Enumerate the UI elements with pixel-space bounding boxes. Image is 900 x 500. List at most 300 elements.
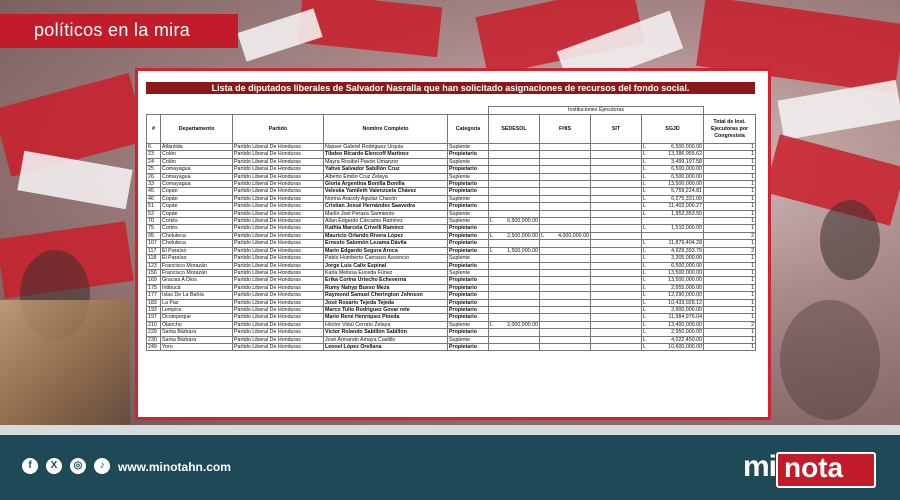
- cell-sit: [591, 306, 642, 313]
- amount: 2,000,000.00: [507, 321, 538, 328]
- cell-sit: [591, 151, 642, 158]
- cell-sit: [591, 269, 642, 276]
- currency-symbol: L: [643, 240, 646, 247]
- amount: 13,500,000.00: [668, 277, 703, 284]
- table-row: [147, 299, 756, 306]
- cell-cat: Propietario: [448, 343, 489, 350]
- table-row: [147, 336, 756, 343]
- cell-sit: [591, 247, 642, 254]
- cell-total: 1: [704, 292, 756, 299]
- cell-n: 193: [147, 306, 161, 313]
- cell-sit: [591, 210, 642, 217]
- cell-par: Partido Liberal De Honduras: [233, 284, 324, 291]
- currency-symbol: L: [643, 262, 646, 269]
- currency-symbol: L: [643, 277, 646, 284]
- cell-sit: [591, 240, 642, 247]
- amount: 11,984,976.04: [668, 314, 703, 321]
- cell-dep: Ocotepeque: [161, 314, 233, 321]
- cell-sedesol: [489, 158, 540, 165]
- cell-fhis: [540, 277, 591, 284]
- cell-cat: Suplente: [448, 269, 489, 276]
- currency-symbol: L: [643, 329, 646, 336]
- cell-sedesol: [489, 247, 540, 254]
- cell-total: 1: [704, 195, 756, 202]
- cell-dep: Gracias A Dios: [161, 277, 233, 284]
- cell-total: 1: [704, 255, 756, 262]
- cell-fhis: [540, 210, 591, 217]
- cell-nom: Yahvé Salvador Sabillón Cruz: [324, 166, 448, 173]
- cell-sgjd: [642, 240, 704, 247]
- table-row: [147, 329, 756, 336]
- cell-dep: El Paraíso: [161, 255, 233, 262]
- cell-fhis: [540, 181, 591, 188]
- cell-nom: Marco Tulio Rodriguez Govar rete: [324, 306, 448, 313]
- cell-nom: Jorge Luis Calix Espinal: [324, 262, 448, 269]
- cell-fhis: [540, 173, 591, 180]
- cell-sgjd: [642, 329, 704, 336]
- cell-nom: Ernesto Salomón Lezama Dávila: [324, 240, 448, 247]
- amount: 11,403,000.27: [668, 203, 703, 210]
- table-row: [147, 321, 756, 328]
- cell-sedesol: [489, 343, 540, 350]
- cell-sgjd: [642, 269, 704, 276]
- header-number: #: [147, 115, 161, 144]
- amount: 4,929,393.79: [671, 247, 703, 254]
- table-row: [147, 188, 756, 195]
- cell-n: 24: [147, 158, 161, 165]
- currency-symbol: L: [643, 173, 646, 180]
- cell-par: Partido Liberal De Honduras: [233, 306, 324, 313]
- amount: 12,290,000.00: [668, 292, 703, 299]
- cell-nom: Kathia Marcela Crivelli Ramírez: [324, 225, 448, 232]
- cell-sgjd: [642, 255, 704, 262]
- x-icon[interactable]: X: [46, 458, 62, 474]
- cell-total: 1: [704, 218, 756, 225]
- table-row: [147, 240, 756, 247]
- currency-symbol: L: [490, 232, 493, 239]
- cell-sit: [591, 255, 642, 262]
- cell-cat: Propietario: [448, 232, 489, 239]
- cell-nom: Erika Corina Urtecho Echeverría: [324, 277, 448, 284]
- cell-dep: Cortés: [161, 225, 233, 232]
- cell-sit: [591, 262, 642, 269]
- cell-dep: Colón: [161, 151, 233, 158]
- cell-nom: Víctor Rolando Sabillón Sabillón: [324, 329, 448, 336]
- group-header: Instituciones Ejecutoras: [489, 107, 704, 115]
- cell-cat: Propietario: [448, 292, 489, 299]
- cell-par: Partido Liberal De Honduras: [233, 188, 324, 195]
- cell-sgjd: [642, 321, 704, 328]
- table-row: [147, 262, 756, 269]
- cell-total: 2: [704, 247, 756, 254]
- cell-sit: [591, 181, 642, 188]
- table-row: [147, 343, 756, 350]
- amount: 13,500,000.00: [668, 269, 703, 276]
- header-category: Categoria: [448, 115, 489, 144]
- cell-fhis: [540, 188, 591, 195]
- cell-fhis: [540, 292, 591, 299]
- cell-total: 1: [704, 336, 756, 343]
- amount: 5,759,224.81: [671, 188, 703, 195]
- cell-total: 1: [704, 225, 756, 232]
- currency-symbol: L: [643, 299, 646, 306]
- cell-par: Partido Liberal De Honduras: [233, 314, 324, 321]
- cell-n: 51: [147, 203, 161, 210]
- cell-n: 117: [147, 247, 161, 254]
- cell-nom: Veleska Yamileth Valenzuela Chávez: [324, 188, 448, 195]
- cell-cat: Propietario: [448, 299, 489, 306]
- cell-sit: [591, 284, 642, 291]
- cell-sit: [591, 314, 642, 321]
- cell-par: Partido Liberal De Honduras: [233, 195, 324, 202]
- instagram-icon[interactable]: ◎: [70, 458, 86, 474]
- cell-cat: Suplente: [448, 158, 489, 165]
- cell-par: Partido Liberal De Honduras: [233, 321, 324, 328]
- cell-nom: Cristian Josué Hernández Saavedra: [324, 203, 448, 210]
- currency-symbol: L: [643, 284, 646, 291]
- cell-fhis: [540, 247, 591, 254]
- amount: 6,275,331.00: [671, 195, 703, 202]
- cell-sgjd: [642, 299, 704, 306]
- header-sit: SIT: [591, 115, 642, 144]
- cell-dep: Islas De La Bahía: [161, 292, 233, 299]
- cell-cat: Propietario: [448, 329, 489, 336]
- cell-nom: José Armando Amaya Castillo: [324, 336, 448, 343]
- cell-cat: Suplente: [448, 218, 489, 225]
- table-row: [147, 158, 756, 165]
- cell-sedesol: [489, 232, 540, 239]
- cell-total: 2: [704, 321, 756, 328]
- cell-par: Partido Liberal De Honduras: [233, 329, 324, 336]
- currency-symbol: L: [643, 255, 646, 262]
- table-row: [147, 314, 756, 321]
- cell-cat: Propietario: [448, 306, 489, 313]
- cell-par: Partido Liberal De Honduras: [233, 255, 324, 262]
- cell-sedesol: [489, 255, 540, 262]
- cell-dep: Santa Bárbara: [161, 336, 233, 343]
- cell-sgjd: [642, 277, 704, 284]
- cell-dep: Atlántida: [161, 144, 233, 151]
- cell-nom: Mario Edgardo Segura Aroca: [324, 247, 448, 254]
- cell-dep: El Paraíso: [161, 247, 233, 254]
- cell-fhis: [540, 306, 591, 313]
- cell-fhis: [540, 269, 591, 276]
- cell-total: 1: [704, 188, 756, 195]
- cell-sedesol: [489, 277, 540, 284]
- cell-dep: Copán: [161, 195, 233, 202]
- cell-sedesol: [489, 188, 540, 195]
- amount: 2,955,000.00: [671, 284, 703, 291]
- cell-nom: Marlin Joel Peraza Sarmiento: [324, 210, 448, 217]
- cell-n: 175: [147, 284, 161, 291]
- cell-par: Partido Liberal De Honduras: [233, 343, 324, 350]
- cell-par: Partido Liberal De Honduras: [233, 173, 324, 180]
- cell-par: Partido Liberal De Honduras: [233, 299, 324, 306]
- cell-total: 1: [704, 151, 756, 158]
- cell-dep: Comayagua: [161, 181, 233, 188]
- amount: 4,022,450.00: [671, 336, 703, 343]
- cell-sit: [591, 321, 642, 328]
- cell-sit: [591, 299, 642, 306]
- cell-n: 123: [147, 262, 161, 269]
- cell-sgjd: [642, 232, 704, 239]
- cell-sit: [591, 225, 642, 232]
- cell-dep: Yoro: [161, 343, 233, 350]
- amount: 1,952,353.50: [671, 210, 703, 217]
- cell-total: 1: [704, 277, 756, 284]
- currency-symbol: L: [643, 188, 646, 195]
- amount: 13,386,955.62: [668, 151, 703, 158]
- cell-dep: Lempira: [161, 306, 233, 313]
- cell-n: 33: [147, 181, 161, 188]
- currency-symbol: L: [643, 144, 646, 150]
- cell-n: 45: [147, 188, 161, 195]
- header-total: Total de Inst. Ejecutoras por Congresista: [704, 115, 756, 144]
- amount: 13,400,000.00: [668, 321, 703, 328]
- cell-sedesol: [489, 292, 540, 299]
- cell-sit: [591, 292, 642, 299]
- cell-total: 1: [704, 158, 756, 165]
- cell-total: 1: [704, 240, 756, 247]
- amount: 3,305,000.00: [671, 255, 703, 262]
- cell-cat: Propietario: [448, 188, 489, 195]
- table-row: [147, 173, 756, 180]
- amount: 3,499,197.58: [671, 158, 703, 165]
- cell-sgjd: [642, 151, 704, 158]
- cell-par: Partido Liberal De Honduras: [233, 144, 324, 151]
- cell-sit: [591, 188, 642, 195]
- cell-par: Partido Liberal De Honduras: [233, 336, 324, 343]
- footer-divider: [0, 425, 900, 435]
- currency-symbol: L: [541, 232, 544, 239]
- cell-total: 2: [704, 232, 756, 239]
- amount: 6,500,000.00: [671, 166, 703, 173]
- cell-cat: Propietario: [448, 203, 489, 210]
- table-row: [147, 144, 756, 151]
- cell-par: Partido Liberal De Honduras: [233, 203, 324, 210]
- cell-n: 107: [147, 240, 161, 247]
- cell-n: 25: [147, 166, 161, 173]
- table-row: [147, 225, 756, 232]
- cell-sedesol: [489, 336, 540, 343]
- cell-fhis: [540, 144, 591, 151]
- cell-dep: Copán: [161, 210, 233, 217]
- cell-par: Partido Liberal De Honduras: [233, 218, 324, 225]
- cell-sgjd: [642, 181, 704, 188]
- cell-n: 169: [147, 277, 161, 284]
- cell-sedesol: [489, 210, 540, 217]
- cell-sedesol: [489, 151, 540, 158]
- cell-par: Partido Liberal De Honduras: [233, 166, 324, 173]
- cell-sit: [591, 218, 642, 225]
- cell-total: 1: [704, 343, 756, 350]
- cell-fhis: [540, 158, 591, 165]
- amount: 6,500,000.00: [507, 218, 538, 225]
- currency-symbol: L: [643, 158, 646, 165]
- cell-nom: Leonel López Orellana: [324, 343, 448, 350]
- currency-symbol: L: [490, 218, 493, 225]
- cell-dep: Comayagua: [161, 166, 233, 173]
- cell-dep: Santa Bárbara: [161, 329, 233, 336]
- table-row: [147, 247, 756, 254]
- cell-sit: [591, 158, 642, 165]
- cell-sgjd: [642, 262, 704, 269]
- table-row: [147, 218, 756, 225]
- cell-par: Partido Liberal De Honduras: [233, 240, 324, 247]
- cell-n: 183: [147, 299, 161, 306]
- website-link[interactable]: www.minotahn.com: [118, 460, 231, 474]
- amount: 6,500,000.00: [671, 262, 703, 269]
- cell-sit: [591, 336, 642, 343]
- cell-dep: La Paz: [161, 299, 233, 306]
- currency-symbol: L: [643, 195, 646, 202]
- cell-fhis: [540, 151, 591, 158]
- cell-sit: [591, 232, 642, 239]
- cell-sit: [591, 277, 642, 284]
- cell-n: 70: [147, 218, 161, 225]
- cell-dep: Cortés: [161, 218, 233, 225]
- cell-n: 46: [147, 195, 161, 202]
- cell-cat: Propietario: [448, 166, 489, 173]
- cell-n: 75: [147, 225, 161, 232]
- cell-cat: Suplente: [448, 195, 489, 202]
- cell-cat: Propietario: [448, 247, 489, 254]
- cell-sit: [591, 329, 642, 336]
- currency-symbol: L: [643, 292, 646, 299]
- cell-par: Partido Liberal De Honduras: [233, 277, 324, 284]
- cell-nom: Raymond Samuel Cherington Johnson: [324, 292, 448, 299]
- cell-fhis: [540, 314, 591, 321]
- cell-fhis: [540, 225, 591, 232]
- cell-n: 52: [147, 210, 161, 217]
- cell-dep: Choluteca: [161, 240, 233, 247]
- tiktok-icon[interactable]: ♪: [94, 458, 110, 474]
- cell-sedesol: [489, 218, 540, 225]
- cell-sgjd: [642, 158, 704, 165]
- cell-n: 23: [147, 151, 161, 158]
- cell-cat: Propietario: [448, 314, 489, 321]
- cell-fhis: [540, 255, 591, 262]
- table-row: [147, 181, 756, 188]
- amount: 2,950,000.00: [671, 329, 703, 336]
- cell-dep: Intibucá: [161, 284, 233, 291]
- cell-fhis: [540, 329, 591, 336]
- cell-cat: Suplente: [448, 321, 489, 328]
- cell-cat: Propietario: [448, 240, 489, 247]
- cell-cat: Propietario: [448, 262, 489, 269]
- cell-fhis: [540, 284, 591, 291]
- cell-par: Partido Liberal De Honduras: [233, 247, 324, 254]
- cell-sgjd: [642, 284, 704, 291]
- cell-sedesol: [489, 166, 540, 173]
- cell-nom: Rumy Nahyp Bueso Meza: [324, 284, 448, 291]
- cell-par: Partido Liberal De Honduras: [233, 181, 324, 188]
- cell-nom: Pablo Humberto Carrasco Ascencio: [324, 255, 448, 262]
- cell-sgjd: [642, 166, 704, 173]
- cell-nom: José Rosario Tejeda Tejeda: [324, 299, 448, 306]
- cell-sit: [591, 144, 642, 151]
- cell-dep: Copán: [161, 203, 233, 210]
- cell-sgjd: [642, 292, 704, 299]
- cell-cat: Suplente: [448, 173, 489, 180]
- amount: 10,433,928.12: [668, 299, 703, 306]
- cell-sgjd: [642, 247, 704, 254]
- facebook-icon[interactable]: f: [22, 458, 38, 474]
- section-banner: [0, 14, 238, 48]
- cell-n: 230: [147, 336, 161, 343]
- cell-total: 1: [704, 269, 756, 276]
- cell-total: 1: [704, 144, 756, 151]
- cell-fhis: [540, 336, 591, 343]
- cell-cat: Suplente: [448, 210, 489, 217]
- cell-sgjd: [642, 218, 704, 225]
- cell-par: Partido Liberal De Honduras: [233, 269, 324, 276]
- cell-nom: Mayra Rosibel Pavón Umanzor: [324, 158, 448, 165]
- cell-sit: [591, 343, 642, 350]
- cell-dep: Olancho: [161, 321, 233, 328]
- cell-sedesol: [489, 321, 540, 328]
- currency-symbol: L: [643, 314, 646, 321]
- amount: 6,500,000.00: [671, 144, 703, 150]
- cell-sedesol: [489, 181, 540, 188]
- cell-fhis: [540, 195, 591, 202]
- header-sgjd: SGJD: [642, 115, 704, 144]
- cell-total: 1: [704, 203, 756, 210]
- cell-total: 1: [704, 210, 756, 217]
- cell-dep: Francisco Morazán: [161, 262, 233, 269]
- amount: 10,600,000.00: [668, 343, 703, 350]
- cell-dep: Francisco Morazán: [161, 269, 233, 276]
- cell-total: 1: [704, 262, 756, 269]
- money-bills-image: [0, 300, 130, 425]
- cell-nom: Alberto Emilio Cruz Zelaya: [324, 173, 448, 180]
- table-row: [147, 269, 756, 276]
- currency-symbol: L: [643, 269, 646, 276]
- cell-sit: [591, 203, 642, 210]
- cell-sedesol: [489, 299, 540, 306]
- cell-n: 197: [147, 314, 161, 321]
- currency-symbol: L: [490, 247, 493, 254]
- cell-cat: Suplente: [448, 255, 489, 262]
- currency-symbol: L: [643, 336, 646, 343]
- currency-symbol: L: [643, 210, 646, 217]
- cell-sedesol: [489, 144, 540, 151]
- cell-n: 156: [147, 269, 161, 276]
- cell-dep: Choluteca: [161, 232, 233, 239]
- amount: 2,900,000.00: [671, 306, 703, 313]
- header-party: Partido: [233, 115, 324, 144]
- cell-sedesol: [489, 269, 540, 276]
- cell-cat: Suplente: [448, 336, 489, 343]
- cell-fhis: [540, 232, 591, 239]
- cell-par: Partido Liberal De Honduras: [233, 232, 324, 239]
- cell-sedesol: [489, 225, 540, 232]
- cell-n: 249: [147, 343, 161, 350]
- amount: 1,510,000.00: [671, 225, 703, 232]
- cell-dep: Copán: [161, 188, 233, 195]
- deputies-table: [146, 106, 756, 351]
- cell-nom: Tibdeo Ricardo Elencoff Martinez: [324, 151, 448, 158]
- cell-sgjd: [642, 343, 704, 350]
- cell-fhis: [540, 240, 591, 247]
- currency-symbol: L: [643, 306, 646, 313]
- header-sedesol: SEDESOL: [489, 115, 540, 144]
- currency-symbol: L: [643, 181, 646, 188]
- cell-cat: Propietario: [448, 225, 489, 232]
- cell-fhis: [540, 299, 591, 306]
- currency-symbol: L: [643, 151, 646, 158]
- cell-nom: Karla Melissa Euceda Fúnez: [324, 269, 448, 276]
